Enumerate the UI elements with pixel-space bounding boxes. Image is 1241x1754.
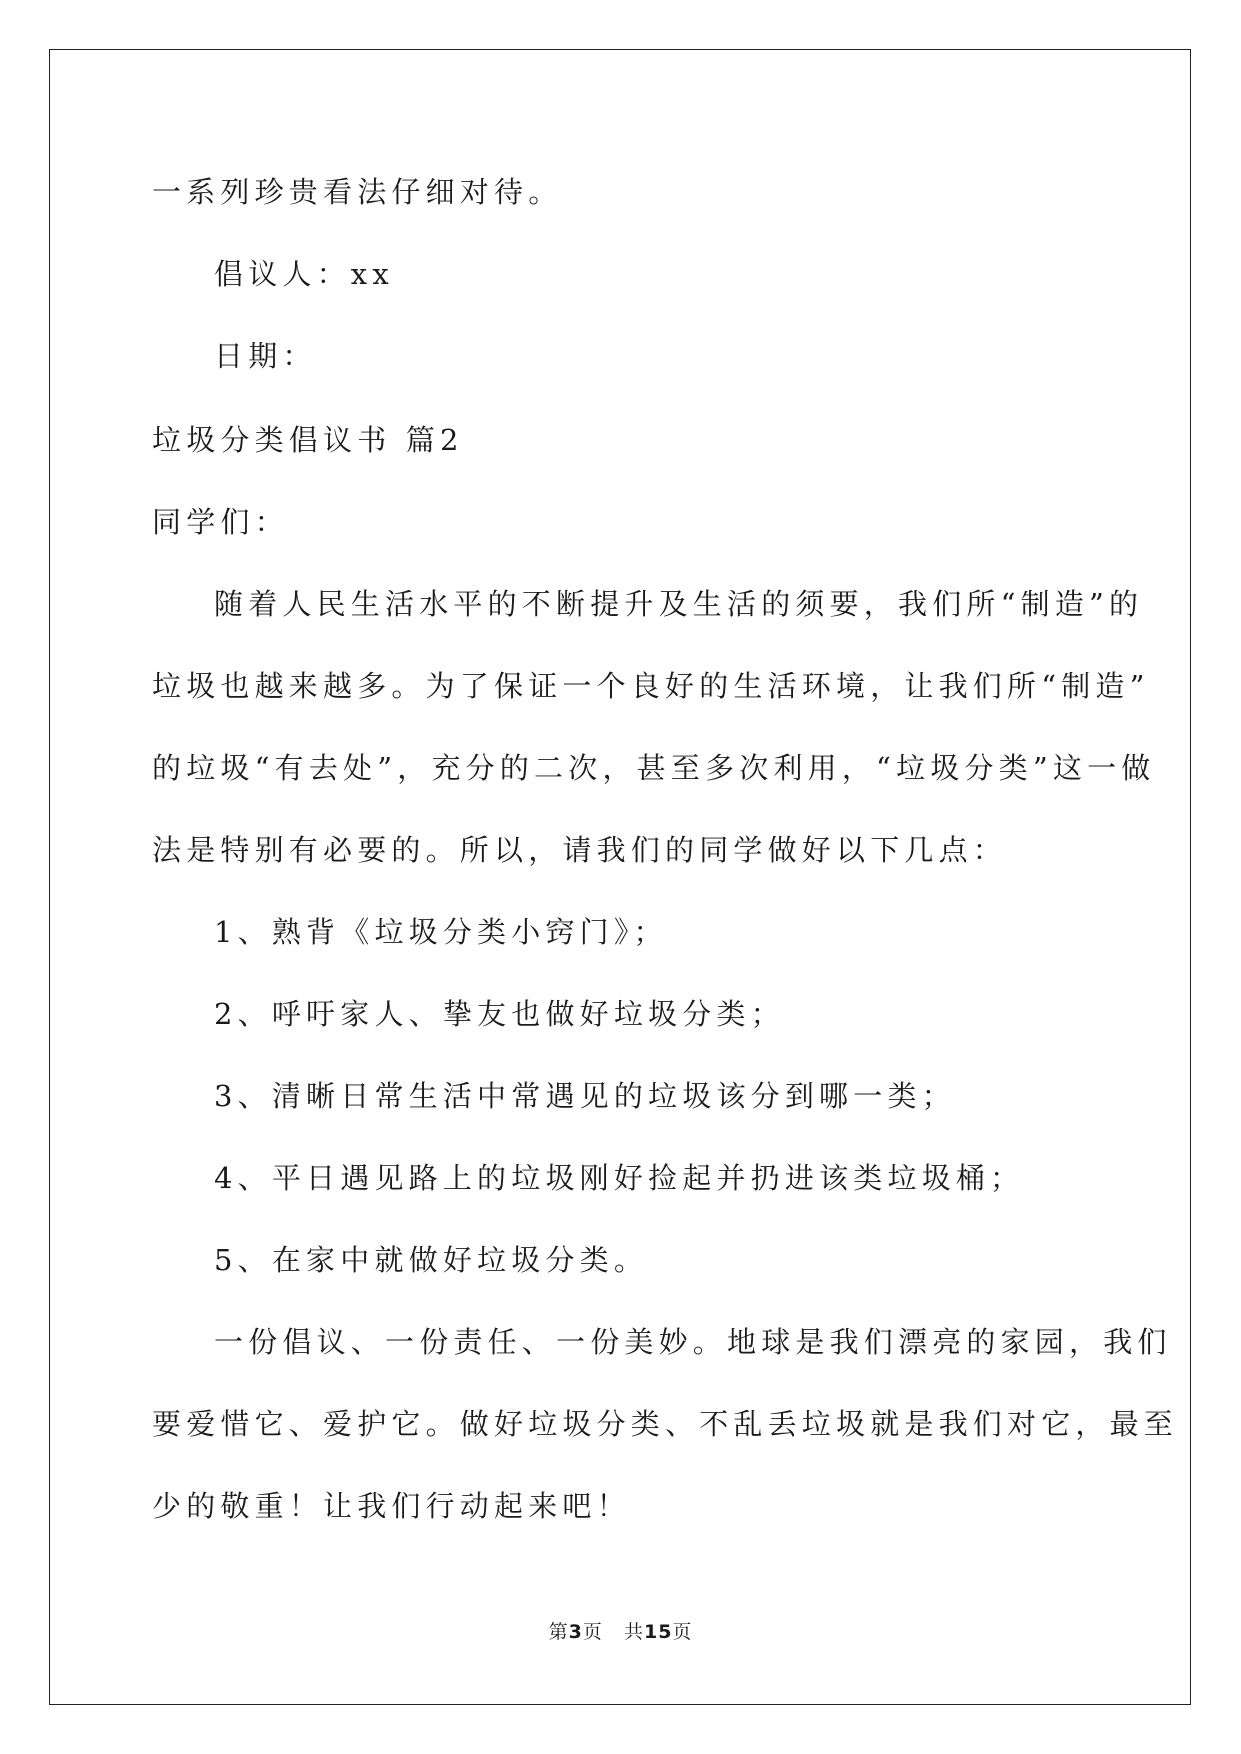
list-item: 4、平日遇见路上的垃圾刚好捡起并扔进该类垃圾桶； [214,1161,1025,1195]
paragraph-line: 垃圾也越来越多。为了保证一个良好的生活环境，让我们所“制造” [152,669,1150,703]
current-page-number: 3 [568,1621,583,1643]
footer-page-suffix: 页 [582,1621,603,1643]
section-heading: 垃圾分类倡议书 篇2 [152,423,464,457]
paragraph-line: 要爱惜它、爱护它。做好垃圾分类、不乱丢垃圾就是我们对它，最至 [152,1407,1179,1441]
list-item: 5、在家中就做好垃圾分类。 [214,1243,649,1277]
paragraph-line: 一份倡议、一份责任、一份美妙。地球是我们漂亮的家园，我们 [214,1325,1172,1359]
footer-prefix: 第 [548,1621,569,1643]
text-line-1: 一系列珍贵看法仔细对待。 [152,175,563,209]
list-item: 2、呼吁家人、挚友也做好垃圾分类； [214,997,785,1031]
salutation: 同学们： [152,505,289,539]
total-pages-number: 15 [643,1621,673,1643]
list-item: 3、清晰日常生活中常遇见的垃圾该分到哪一类； [214,1079,956,1113]
paragraph-line: 的垃圾“有去处”，充分的二次，甚至多次利用，“垃圾分类”这一做 [152,751,1156,785]
date-line: 日期： [214,339,317,373]
footer-total-suffix: 页 [672,1621,693,1643]
paragraph-line: 随着人民生活水平的不断提升及生活的须要，我们所“制造”的 [214,587,1144,621]
list-item: 1、熟背《垃圾分类小窍门》； [214,915,668,949]
paragraph-line: 法是特别有必要的。所以，请我们的同学做好以下几点： [152,833,1008,867]
document-body [152,165,1179,1561]
page-footer [0,1617,1241,1644]
paragraph-line: 少的敬重！让我们行动起来吧！ [152,1489,631,1523]
footer-total-prefix: 共 [623,1621,644,1643]
initiator-line: 倡议人：xx [214,257,394,291]
